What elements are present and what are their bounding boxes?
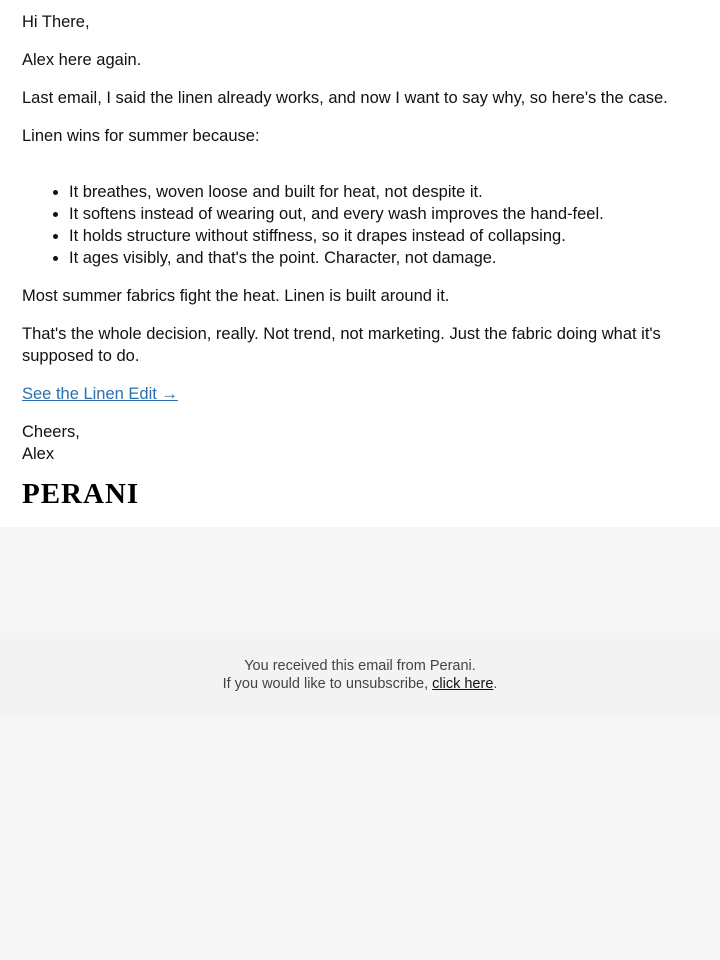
- lead-paragraph: Last email, I said the linen already works, and now I want to say why, so here's the case.: [22, 89, 668, 107]
- heat-paragraph: Most summer fabrics fight the heat. Linen is built around it.: [22, 287, 450, 305]
- email-footer: [0, 633, 720, 715]
- footer-line-sender: You received this email from Perani.: [244, 658, 476, 674]
- list-item: • It holds structure without stiffness, so it drapes instead of collapsing.: [69, 225, 698, 247]
- signoff: Cheers,: [22, 423, 80, 441]
- unsubscribe-suffix: .: [493, 676, 498, 692]
- decision-paragraph: That's the whole decision, really. Not trend, not marketing. Just the fabric doing what it's supposed to do.: [22, 325, 661, 365]
- unsubscribe-prefix: If you would like to unsubscribe,: [222, 676, 433, 692]
- footer-spacer: [0, 527, 720, 633]
- list-item: • It softens instead of wearing out, and every wash improves the hand-feel.: [69, 203, 698, 225]
- list-item: • It breathes, woven loose and built for heat, not despite it.: [69, 181, 698, 203]
- signature: Alex: [22, 445, 55, 463]
- list-item: • It ages visibly, and that's the point. Character, not damage.: [69, 247, 698, 269]
- see-linen-edit-link[interactable]: See the Linen Edit →: [22, 385, 178, 403]
- unsubscribe-link[interactable]: click here: [432, 676, 494, 692]
- footer-line-unsubscribe: [0, 675, 720, 693]
- intro-line: Alex here again.: [22, 51, 142, 69]
- reasons-list: [22, 181, 698, 269]
- greeting: Hi There,: [22, 13, 90, 31]
- cta-line: [22, 383, 698, 405]
- list-heading: Linen wins for summer because:: [22, 127, 260, 145]
- brand-logo: PERANI: [22, 478, 140, 510]
